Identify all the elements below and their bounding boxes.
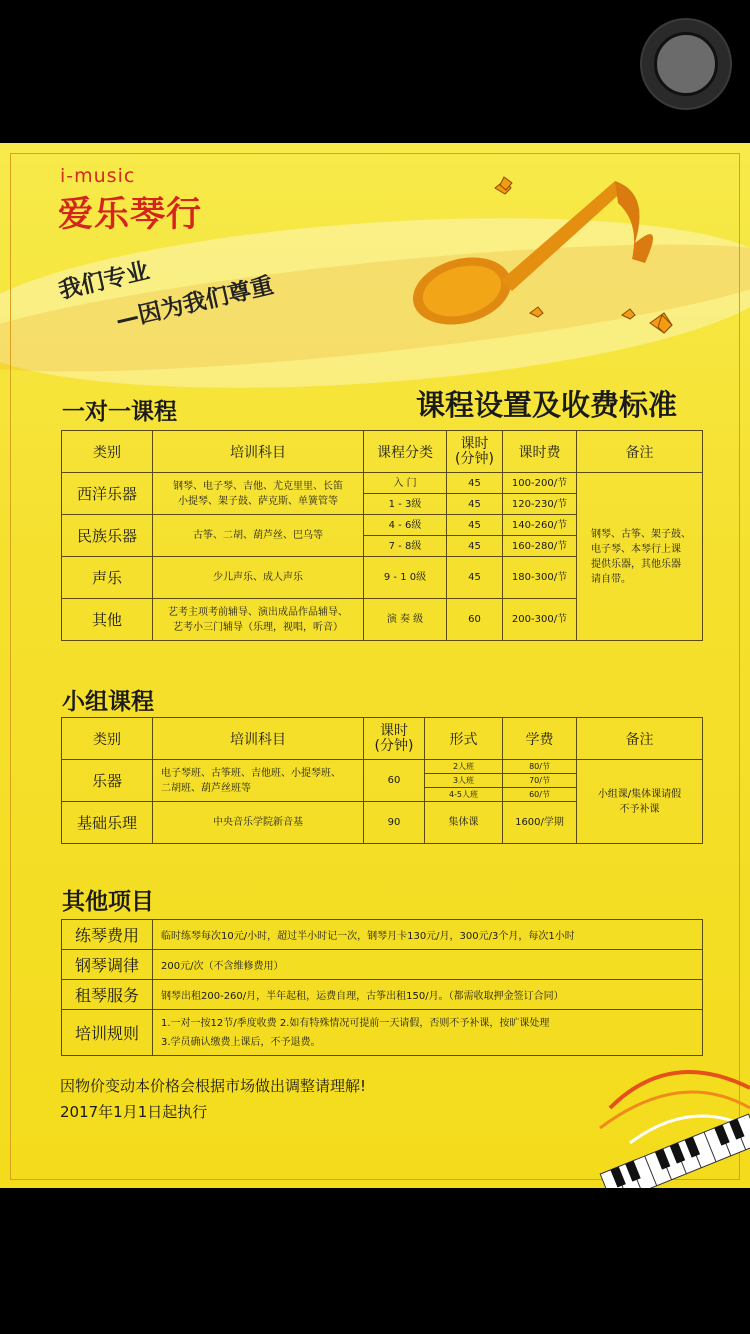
item-label: 租琴服务 bbox=[62, 980, 153, 1010]
level-cell: 4 - 6级 bbox=[364, 515, 447, 536]
item-label: 培训规则 bbox=[62, 1010, 153, 1056]
note-cell: 钢琴、古筝、架子鼓、 电子琴、本琴行上课 提供乐器，其他乐器 请自带。 bbox=[577, 473, 703, 641]
row-category: 基础乐理 bbox=[62, 802, 153, 844]
other-items-table bbox=[61, 919, 703, 1056]
assistive-touch-button[interactable] bbox=[642, 20, 730, 108]
fee-cell: 200-300/节 bbox=[503, 599, 577, 641]
group-table bbox=[61, 717, 703, 844]
brand-chinese-name: 爱乐琴行 bbox=[58, 194, 203, 235]
format-cell: 4-5人班 bbox=[425, 788, 503, 802]
duration-cell: 90 bbox=[364, 802, 425, 844]
level-cell: 入 门 bbox=[364, 473, 447, 494]
header-level: 课程分类 bbox=[364, 431, 447, 473]
fee-cell: 1600/学期 bbox=[503, 802, 577, 844]
row-subjects: 中央音乐学院新音基 bbox=[153, 802, 364, 844]
duration-cell: 45 bbox=[447, 557, 503, 599]
slogan-line-2: —因为我们尊重 bbox=[113, 272, 277, 335]
header-category: 类别 bbox=[62, 431, 153, 473]
level-cell: 9 - 1 0级 bbox=[364, 557, 447, 599]
duration-cell: 45 bbox=[447, 473, 503, 494]
row-category: 声乐 bbox=[62, 557, 153, 599]
format-cell: 2人班 bbox=[425, 760, 503, 774]
effective-date: 2017年1月1日起执行 bbox=[60, 1103, 208, 1121]
level-cell: 7 - 8级 bbox=[364, 536, 447, 557]
row-category: 乐器 bbox=[62, 760, 153, 802]
header-duration: 课时 (分钟) bbox=[447, 431, 503, 473]
slogan-line-1: 我们专业 bbox=[56, 258, 152, 305]
duration-cell: 45 bbox=[447, 515, 503, 536]
item-text: 临时练琴每次10元/小时，超过半小时记一次，钢琴月卡130元/月，300元/3个月，每次1小时 bbox=[153, 920, 703, 950]
row-subjects: 古筝、二胡、葫芦丝、巴乌等 bbox=[153, 515, 364, 557]
duration-cell: 60 bbox=[447, 599, 503, 641]
price-flyer bbox=[0, 143, 750, 1188]
level-cell: 演 奏 级 bbox=[364, 599, 447, 641]
fee-cell: 160-280/节 bbox=[503, 536, 577, 557]
duration-cell: 45 bbox=[447, 494, 503, 515]
row-category: 民族乐器 bbox=[62, 515, 153, 557]
header-fee: 学费 bbox=[503, 718, 577, 760]
item-text: 1.一对一按12节/季度收费 2.如有特殊情况可提前一天请假，否则不予补课，按旷课处理 3.学员确认缴费上课后，不予退费。 bbox=[153, 1010, 703, 1056]
level-cell: 1 - 3级 bbox=[364, 494, 447, 515]
fee-cell: 100-200/节 bbox=[503, 473, 577, 494]
item-label: 练琴费用 bbox=[62, 920, 153, 950]
group-heading: 小组课程 bbox=[62, 689, 154, 715]
row-category: 西洋乐器 bbox=[62, 473, 153, 515]
fee-cell: 80/节 bbox=[503, 760, 577, 774]
bottom-black-bar bbox=[0, 1188, 750, 1334]
music-note-butterfly-icon bbox=[400, 163, 700, 373]
header-subjects: 培训科目 bbox=[153, 431, 364, 473]
row-subjects: 艺考主项考前辅导、演出成品作品辅导、 艺考小三门辅导（乐理，视唱，听音） bbox=[153, 599, 364, 641]
header-fee: 课时费 bbox=[503, 431, 577, 473]
main-title: 课程设置及收费标准 bbox=[416, 388, 678, 422]
other-heading: 其他项目 bbox=[62, 889, 154, 915]
row-category: 其他 bbox=[62, 599, 153, 641]
row-subjects: 钢琴、电子琴、吉他、尤克里里、长笛 小提琴、架子鼓、萨克斯、单簧管等 bbox=[153, 473, 364, 515]
price-adjust-notice: 因物价变动本价格会根据市场做出调整请理解! bbox=[60, 1077, 367, 1095]
assistive-touch-inner-icon bbox=[654, 32, 718, 96]
format-cell: 3人班 bbox=[425, 774, 503, 788]
format-cell: 集体课 bbox=[425, 802, 503, 844]
fee-cell: 70/节 bbox=[503, 774, 577, 788]
fee-cell: 140-260/节 bbox=[503, 515, 577, 536]
header-duration: 课时 (分钟) bbox=[364, 718, 425, 760]
brand-english-name: i-music bbox=[60, 165, 136, 187]
header-note: 备注 bbox=[577, 431, 703, 473]
piano-keys-icon bbox=[590, 1048, 750, 1188]
fee-cell: 180-300/节 bbox=[503, 557, 577, 599]
header-subjects: 培训科目 bbox=[153, 718, 364, 760]
row-subjects: 电子琴班、古筝班、吉他班、小提琴班、 二胡班、葫芦丝班等 bbox=[153, 760, 364, 802]
note-cell: 小组课/集体课请假 不予补课 bbox=[577, 760, 703, 844]
fee-cell: 120-230/节 bbox=[503, 494, 577, 515]
top-black-bar bbox=[0, 0, 750, 143]
item-text: 钢琴出租200-260/月，半年起租，运费自理，古筝出租150/月。（都需收取押金签订合同） bbox=[153, 980, 703, 1010]
item-text: 200元/次（不含维修费用） bbox=[153, 950, 703, 980]
one-on-one-table bbox=[61, 430, 703, 641]
header-format: 形式 bbox=[425, 718, 503, 760]
duration-cell: 45 bbox=[447, 536, 503, 557]
header-note: 备注 bbox=[577, 718, 703, 760]
duration-cell: 60 bbox=[364, 760, 425, 802]
row-subjects: 少儿声乐、成人声乐 bbox=[153, 557, 364, 599]
item-label: 钢琴调律 bbox=[62, 950, 153, 980]
fee-cell: 60/节 bbox=[503, 788, 577, 802]
header-category: 类别 bbox=[62, 718, 153, 760]
one-on-one-heading: 一对一课程 bbox=[62, 399, 177, 425]
